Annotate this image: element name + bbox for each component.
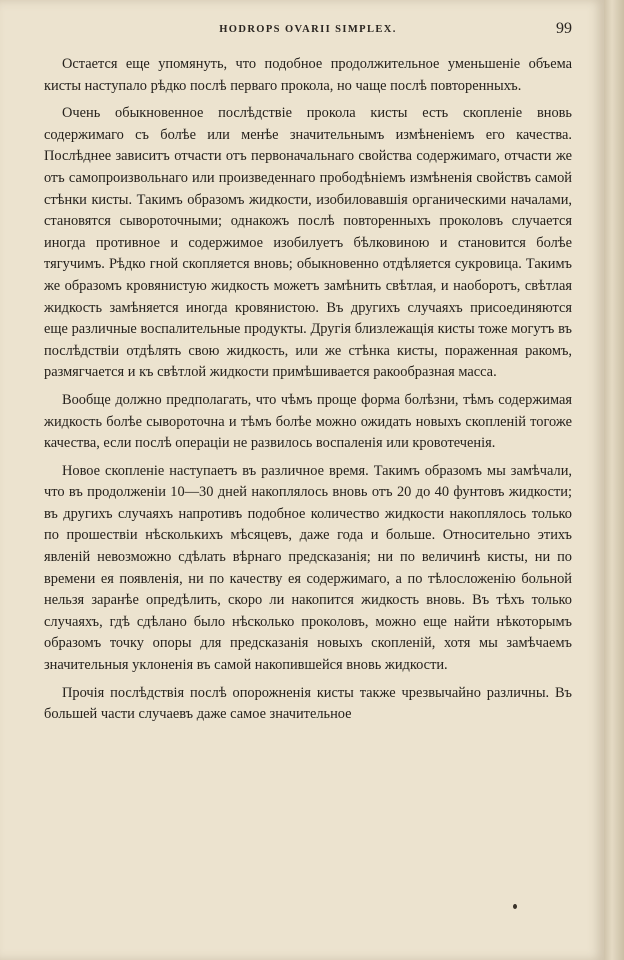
page-header	[44, 20, 572, 44]
paragraph-3: Вообще должно предполагать, что чѣмъ проще форма болѣзни, тѣмъ содержимая жидкость болѣе сывороточна и тѣмъ болѣе можно ожидать новыхъ скопленій тогоже качества, если послѣ операціи не развилось воспаленія или кровотеченія.	[44, 391, 572, 452]
paragraph-5: Прочія послѣдствія послѣ опорожненія кисты также чрезвычайно различны. Въ большей части случаевъ даже самое значительное	[44, 684, 572, 723]
page-number: 99	[556, 20, 572, 37]
paragraph-4: Новое скопленіе наступаетъ въ различное время. Такимъ образомъ мы замѣчали, что въ продолженіи 10—30 дней накоплялось вновь отъ 20 до 40 фунтовъ жидкости; въ другихъ случаяхъ напротивъ подобное количество жидкости накоплялось только по прошествіи нѣсколькихъ мѣсяцевъ, даже года и больше. Относительно этихъ явленій невозможно сдѣлать вѣрнаго предсказанія; ни по величинѣ кисты, ни по времени ея появленія, ни по качеству ея содержимаго, а по тѣлосложенію больной нельзя заранѣе опредѣлить, скоро ли накопится жидкость вновь. Въ тѣхъ только случаяхъ, гдѣ сдѣлано было нѣсколько проколовъ, можно еще найти нѣкоторымъ образомъ точку опоры для предсказанія новыхъ скопленій, хотя мы замѣчаемъ значительныя уклоненія въ самой накопившейся вновь жидкости.	[44, 462, 572, 674]
body-text	[44, 54, 572, 732]
ink-speck	[513, 904, 517, 909]
paragraph-2: Очень обыкновенное послѣдствіе прокола кисты есть скопленіе вновь содержимаго съ болѣе или менѣе значительнымъ измѣненіемъ его качества. Послѣднее зависитъ отчасти отъ первоначальнаго свойства содержимаго, отчасти же отъ самопроизвольнаго или произведеннаго прободѣніемъ измѣненія свойствъ самой стѣнки кисты. Такимъ образомъ жидкости, изобиловавшія органическими началами, становятся сывороточными; однакожъ послѣ повторенныхъ проколовъ случается иногда противное и содержимое изобилуетъ бѣлковиною и становится болѣе тягучимъ. Рѣдко гной скопляется вновь; обыкновенно отдѣляется сукровица. Такимъ же образомъ кровянистую жидкость можетъ замѣнить свѣтлая, и наоборотъ, свѣтлая жидкость замѣняется иногда кровянистою. Въ другихъ случаяхъ присоединяются еще различные воспалительные продукты. Другія близлежащія кисты тоже могутъ въ послѣдствіи отдѣлять свою жидкость, или же стѣнка кисты, пораженная ракомъ, размягчается и къ свѣтлой жидкости примѣшивается ракообразная масса.	[44, 105, 572, 381]
page-edge	[604, 0, 624, 960]
paragraph-1: Остается еще упомянуть, что подобное продолжительное уменьшеніе объема кисты наступало рѣдко послѣ перваго прокола, но чаще послѣ повторенныхъ.	[44, 56, 572, 94]
running-title: HODROPS OVARII SIMPLEX.	[219, 24, 397, 35]
